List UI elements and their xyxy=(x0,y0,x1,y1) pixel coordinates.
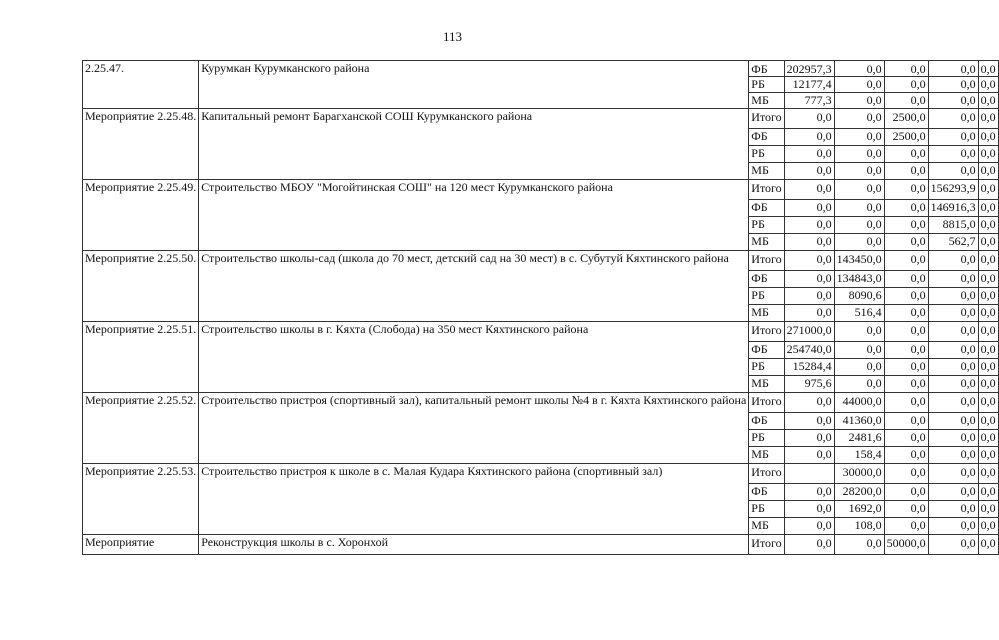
amount-cell: 0,0 xyxy=(834,342,884,359)
amount-cell: 44000,0 xyxy=(834,393,884,413)
amount-cell: 0,0 xyxy=(978,234,998,251)
funding-source: МБ xyxy=(749,234,784,251)
amount-cell: 0,0 xyxy=(978,288,998,305)
amount-cell: 0,0 xyxy=(834,322,884,342)
funding-source: МБ xyxy=(749,163,784,180)
amount-cell: 0,0 xyxy=(784,234,834,251)
measure-name: Строительство школы в г. Кяхта (Слобода) на 350 мест Кяхтинского района xyxy=(199,322,749,393)
amount-cell: 50000,0 xyxy=(884,535,928,555)
amount-cell: 0,0 xyxy=(978,518,998,535)
amount-cell: 0,0 xyxy=(834,129,884,146)
amount-cell: 2500,0 xyxy=(884,109,928,129)
amount-cell: 0,0 xyxy=(928,447,978,464)
amount-cell: 0,0 xyxy=(928,61,978,77)
amount-cell: 0,0 xyxy=(884,464,928,484)
amount-cell: 0,0 xyxy=(834,376,884,393)
amount-cell: 8090,6 xyxy=(834,288,884,305)
amount-cell: 0,0 xyxy=(928,93,978,109)
amount-cell: 0,0 xyxy=(978,217,998,234)
amount-cell: 0,0 xyxy=(978,271,998,288)
amount-cell: 0,0 xyxy=(928,413,978,430)
amount-cell: 0,0 xyxy=(928,129,978,146)
amount-cell: 134843,0 xyxy=(834,271,884,288)
amount-cell: 0,0 xyxy=(884,93,928,109)
amount-cell: 0,0 xyxy=(834,180,884,200)
funding-source: РБ xyxy=(749,217,784,234)
amount-cell: 0,0 xyxy=(928,271,978,288)
budget-table xyxy=(82,60,999,555)
amount-cell: 0,0 xyxy=(884,376,928,393)
funding-source: РБ xyxy=(749,77,784,93)
table-row xyxy=(83,180,999,200)
amount-cell: 0,0 xyxy=(978,109,998,129)
table-row xyxy=(83,322,999,342)
amount-cell: 0,0 xyxy=(834,535,884,555)
amount-cell: 156293,9 xyxy=(928,180,978,200)
measure-name: Капитальный ремонт Барагханской СОШ Курумканского района xyxy=(199,109,749,180)
amount-cell: 0,0 xyxy=(784,413,834,430)
amount-cell: 0,0 xyxy=(928,484,978,501)
amount-cell: 2500,0 xyxy=(884,129,928,146)
amount-cell: 12177,4 xyxy=(784,77,834,93)
amount-cell: 0,0 xyxy=(884,200,928,217)
amount-cell: 0,0 xyxy=(978,430,998,447)
funding-source: РБ xyxy=(749,359,784,376)
amount-cell: 0,0 xyxy=(928,251,978,271)
funding-source: Итого xyxy=(749,464,784,484)
amount-cell: 0,0 xyxy=(884,288,928,305)
measure-code: Мероприятие 2.25.51. xyxy=(83,322,199,393)
amount-cell: 0,0 xyxy=(978,61,998,77)
amount-cell: 0,0 xyxy=(834,163,884,180)
amount-cell: 0,0 xyxy=(784,109,834,129)
funding-source: РБ xyxy=(749,146,784,163)
funding-source: МБ xyxy=(749,447,784,464)
amount-cell: 0,0 xyxy=(784,501,834,518)
amount-cell: 0,0 xyxy=(978,77,998,93)
amount-cell: 0,0 xyxy=(884,430,928,447)
funding-source: МБ xyxy=(749,93,784,109)
amount-cell: 108,0 xyxy=(834,518,884,535)
amount-cell: 0,0 xyxy=(928,322,978,342)
funding-source: Итого xyxy=(749,535,784,555)
amount-cell: 0,0 xyxy=(884,359,928,376)
funding-source: МБ xyxy=(749,376,784,393)
amount-cell: 516,4 xyxy=(834,305,884,322)
amount-cell xyxy=(784,464,834,484)
amount-cell: 0,0 xyxy=(884,342,928,359)
amount-cell: 0,0 xyxy=(784,129,834,146)
amount-cell: 0,0 xyxy=(928,109,978,129)
measure-name: Строительство МБОУ "Могойтинская СОШ" на 120 мест Курумканского района xyxy=(199,180,749,251)
amount-cell: 0,0 xyxy=(884,322,928,342)
amount-cell: 0,0 xyxy=(834,77,884,93)
amount-cell: 0,0 xyxy=(928,288,978,305)
amount-cell: 30000,0 xyxy=(834,464,884,484)
amount-cell: 0,0 xyxy=(928,393,978,413)
measure-code: Мероприятие 2.25.49. xyxy=(83,180,199,251)
amount-cell: 143450,0 xyxy=(834,251,884,271)
amount-cell: 0,0 xyxy=(784,535,834,555)
amount-cell: 0,0 xyxy=(928,146,978,163)
amount-cell: 0,0 xyxy=(884,518,928,535)
funding-source: РБ xyxy=(749,430,784,447)
amount-cell: 777,3 xyxy=(784,93,834,109)
amount-cell: 0,0 xyxy=(784,217,834,234)
amount-cell: 0,0 xyxy=(928,163,978,180)
amount-cell: 0,0 xyxy=(834,109,884,129)
page-number: 113 xyxy=(442,29,463,44)
amount-cell: 0,0 xyxy=(834,61,884,77)
amount-cell: 0,0 xyxy=(784,200,834,217)
amount-cell: 0,0 xyxy=(928,359,978,376)
amount-cell: 41360,0 xyxy=(834,413,884,430)
amount-cell: 0,0 xyxy=(784,271,834,288)
amount-cell: 975,6 xyxy=(784,376,834,393)
amount-cell: 0,0 xyxy=(978,93,998,109)
amount-cell: 0,0 xyxy=(928,464,978,484)
table-row xyxy=(83,61,999,77)
funding-source: РБ xyxy=(749,288,784,305)
amount-cell: 8815,0 xyxy=(928,217,978,234)
funding-source: Итого xyxy=(749,393,784,413)
funding-source: Итого xyxy=(749,180,784,200)
amount-cell: 0,0 xyxy=(884,77,928,93)
amount-cell: 0,0 xyxy=(928,376,978,393)
amount-cell: 28200,0 xyxy=(834,484,884,501)
amount-cell: 562,7 xyxy=(928,234,978,251)
table-row xyxy=(83,464,999,484)
amount-cell: 1692,0 xyxy=(834,501,884,518)
table-row xyxy=(83,393,999,413)
funding-source: РБ xyxy=(749,501,784,518)
amount-cell: 0,0 xyxy=(884,180,928,200)
amount-cell: 0,0 xyxy=(784,518,834,535)
measure-name: Строительство пристроя к школе в с. Малая Кудара Кяхтинского района (спортивный зал) xyxy=(199,464,749,535)
amount-cell: 0,0 xyxy=(834,217,884,234)
amount-cell: 0,0 xyxy=(784,447,834,464)
amount-cell: 0,0 xyxy=(884,61,928,77)
amount-cell: 0,0 xyxy=(978,322,998,342)
measure-code: Мероприятие 2.25.53. xyxy=(83,464,199,535)
amount-cell: 0,0 xyxy=(978,501,998,518)
amount-cell: 0,0 xyxy=(834,146,884,163)
amount-cell: 0,0 xyxy=(784,163,834,180)
funding-source: ФБ xyxy=(749,61,784,77)
funding-source: ФБ xyxy=(749,200,784,217)
measure-name: Строительство школы-сад (школа до 70 мест, детский сад на 30 мест) в с. Субутуй Кяхтинского района xyxy=(199,251,749,322)
amount-cell: 0,0 xyxy=(928,501,978,518)
amount-cell: 0,0 xyxy=(784,288,834,305)
funding-source: ФБ xyxy=(749,129,784,146)
amount-cell: 0,0 xyxy=(978,413,998,430)
amount-cell: 0,0 xyxy=(784,430,834,447)
funding-source: Итого xyxy=(749,109,784,129)
measure-name: Курумкан Курумканского района xyxy=(199,61,749,109)
amount-cell: 0,0 xyxy=(784,180,834,200)
amount-cell: 0,0 xyxy=(978,342,998,359)
amount-cell: 0,0 xyxy=(978,447,998,464)
amount-cell: 0,0 xyxy=(884,305,928,322)
amount-cell: 0,0 xyxy=(978,484,998,501)
table-row xyxy=(83,109,999,129)
measure-code: Мероприятие 2.25.52. xyxy=(83,393,199,464)
amount-cell: 0,0 xyxy=(928,305,978,322)
amount-cell: 0,0 xyxy=(978,305,998,322)
amount-cell: 0,0 xyxy=(884,501,928,518)
amount-cell: 202957,3 xyxy=(784,61,834,77)
amount-cell: 0,0 xyxy=(884,146,928,163)
amount-cell: 0,0 xyxy=(928,342,978,359)
funding-source: Итого xyxy=(749,251,784,271)
amount-cell: 158,4 xyxy=(834,447,884,464)
amount-cell: 0,0 xyxy=(784,393,834,413)
amount-cell: 0,0 xyxy=(784,484,834,501)
measure-name: Строительство пристроя (спортивный зал), капитальный ремонт школы №4 в г. Кяхта Кяхтинского района xyxy=(199,393,749,464)
amount-cell: 0,0 xyxy=(884,271,928,288)
amount-cell: 0,0 xyxy=(978,376,998,393)
funding-source: ФБ xyxy=(749,484,784,501)
measure-code: Мероприятие 2.25.48. xyxy=(83,109,199,180)
amount-cell: 0,0 xyxy=(978,359,998,376)
amount-cell: 0,0 xyxy=(834,359,884,376)
amount-cell: 271000,0 xyxy=(784,322,834,342)
amount-cell: 0,0 xyxy=(978,129,998,146)
amount-cell: 0,0 xyxy=(978,251,998,271)
table-row xyxy=(83,251,999,271)
table-row xyxy=(83,535,999,555)
funding-source: ФБ xyxy=(749,271,784,288)
measure-code: Мероприятие xyxy=(83,535,199,555)
amount-cell: 2481,6 xyxy=(834,430,884,447)
amount-cell: 0,0 xyxy=(784,251,834,271)
measure-code: Мероприятие 2.25.50. xyxy=(83,251,199,322)
amount-cell: 0,0 xyxy=(884,413,928,430)
amount-cell: 0,0 xyxy=(834,93,884,109)
amount-cell: 0,0 xyxy=(884,251,928,271)
funding-source: Итого xyxy=(749,322,784,342)
amount-cell: 0,0 xyxy=(784,305,834,322)
amount-cell: 15284,4 xyxy=(784,359,834,376)
amount-cell: 0,0 xyxy=(884,163,928,180)
amount-cell: 0,0 xyxy=(928,77,978,93)
amount-cell: 0,0 xyxy=(978,180,998,200)
funding-source: ФБ xyxy=(749,413,784,430)
amount-cell: 0,0 xyxy=(978,200,998,217)
amount-cell: 0,0 xyxy=(784,146,834,163)
funding-source: ФБ xyxy=(749,342,784,359)
amount-cell: 0,0 xyxy=(928,518,978,535)
amount-cell: 0,0 xyxy=(978,146,998,163)
amount-cell: 0,0 xyxy=(884,234,928,251)
amount-cell: 0,0 xyxy=(928,430,978,447)
amount-cell: 254740,0 xyxy=(784,342,834,359)
measure-name: Реконструкция школы в с. Хоронхой xyxy=(199,535,749,555)
amount-cell: 0,0 xyxy=(884,217,928,234)
funding-source: МБ xyxy=(749,518,784,535)
amount-cell: 0,0 xyxy=(978,464,998,484)
amount-cell: 0,0 xyxy=(978,393,998,413)
measure-code: 2.25.47. xyxy=(83,61,199,109)
amount-cell: 0,0 xyxy=(834,200,884,217)
amount-cell: 146916,3 xyxy=(928,200,978,217)
amount-cell: 0,0 xyxy=(928,535,978,555)
amount-cell: 0,0 xyxy=(884,447,928,464)
amount-cell: 0,0 xyxy=(978,535,998,555)
amount-cell: 0,0 xyxy=(978,163,998,180)
amount-cell: 0,0 xyxy=(884,393,928,413)
amount-cell: 0,0 xyxy=(884,484,928,501)
amount-cell: 0,0 xyxy=(834,234,884,251)
funding-source: МБ xyxy=(749,305,784,322)
